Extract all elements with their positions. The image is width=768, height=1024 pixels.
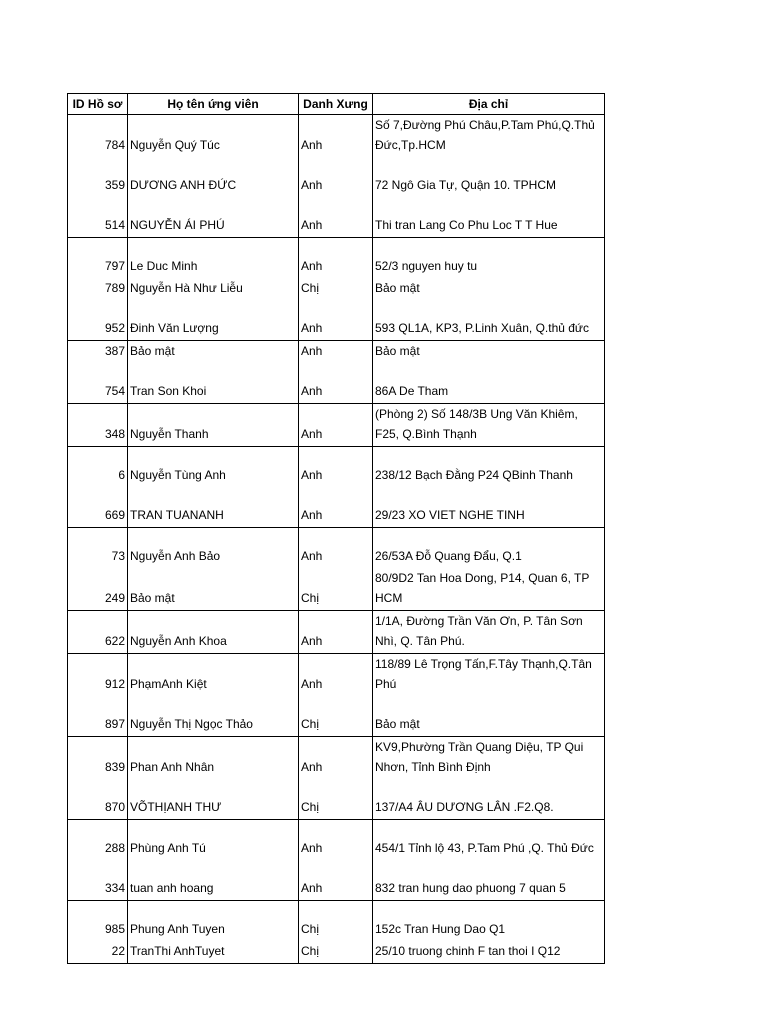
table-row [68, 820, 605, 861]
spreadsheet-page [67, 93, 605, 964]
cell-id: 797 [68, 238, 128, 279]
cell-title: Anh [299, 654, 373, 697]
table-row [68, 860, 605, 901]
cell-title: Chị [299, 779, 373, 820]
cell-name: Bảo mật [128, 568, 299, 611]
table-row [68, 363, 605, 404]
header-name: Họ tên ứng viên [128, 94, 299, 115]
cell-id: 754 [68, 363, 128, 404]
table-row [68, 611, 605, 654]
cell-id: 897 [68, 696, 128, 737]
cell-name: DƯƠNG ANH ĐỨC [128, 157, 299, 197]
cell-address: 52/3 nguyen huy tu [373, 238, 605, 279]
cell-name: Phan Anh Nhân [128, 737, 299, 780]
cell-title: Anh [299, 197, 373, 238]
cell-name: Nguyễn Quý Túc [128, 115, 299, 158]
cell-address: 25/10 truong chinh F tan thoi I Q12 [373, 941, 605, 964]
cell-id: 334 [68, 860, 128, 901]
cell-title: Anh [299, 611, 373, 654]
cell-address: 118/89 Lê Trọng Tấn,F.Tây Thạnh,Q.Tân Phú [373, 654, 605, 697]
cell-address: 137/A4 ÂU DƯƠNG LÂN .F2.Q8. [373, 779, 605, 820]
cell-id: 359 [68, 157, 128, 197]
table-row [68, 568, 605, 611]
cell-address: Thi tran Lang Co Phu Loc T T Hue [373, 197, 605, 238]
cell-name: Le Duc Minh [128, 238, 299, 279]
header-row [68, 94, 605, 115]
table-row [68, 654, 605, 697]
table-row [68, 528, 605, 569]
cell-id: 669 [68, 487, 128, 528]
table-row [68, 197, 605, 238]
cell-title: Anh [299, 737, 373, 780]
cell-name: Nguyễn Anh Khoa [128, 611, 299, 654]
cell-id: 912 [68, 654, 128, 697]
cell-name: VÕTHỊANH THƯ [128, 779, 299, 820]
cell-address: 1/1A, Đường Trần Văn Ơn, P. Tân Sơn Nhì, Q. Tân Phú. [373, 611, 605, 654]
cell-name: TRAN TUANANH [128, 487, 299, 528]
cell-id: 348 [68, 404, 128, 447]
table-row [68, 278, 605, 300]
cell-id: 387 [68, 341, 128, 364]
cell-address: Bảo mật [373, 341, 605, 364]
table-row [68, 238, 605, 279]
cell-name: Bảo mật [128, 341, 299, 364]
cell-id: 985 [68, 901, 128, 942]
cell-address: 86A De Tham [373, 363, 605, 404]
table-row [68, 737, 605, 780]
cell-name: Tran Son Khoi [128, 363, 299, 404]
cell-address: 80/9D2 Tan Hoa Dong, P14, Quan 6, TP HCM [373, 568, 605, 611]
cell-id: 839 [68, 737, 128, 780]
cell-id: 22 [68, 941, 128, 964]
header-id: ID Hồ sơ [68, 94, 128, 115]
cell-id: 288 [68, 820, 128, 861]
cell-name: Phùng Anh Tú [128, 820, 299, 861]
cell-title: Anh [299, 528, 373, 569]
cell-id: 6 [68, 447, 128, 488]
cell-address: 454/1 Tỉnh lộ 43, P.Tam Phú ,Q. Thủ Đức [373, 820, 605, 861]
header-address: Địa chỉ [373, 94, 605, 115]
cell-name: TranThi AnhTuyet [128, 941, 299, 964]
candidate-table [67, 93, 605, 964]
cell-id: 249 [68, 568, 128, 611]
cell-name: Phung Anh Tuyen [128, 901, 299, 942]
cell-title: Chị [299, 278, 373, 300]
cell-name: Nguyễn Thị Ngọc Thảo [128, 696, 299, 737]
table-row [68, 300, 605, 341]
cell-address: 593 QL1A, KP3, P.Linh Xuân, Q.thủ đức [373, 300, 605, 341]
cell-address: 152c Tran Hung Dao Q1 [373, 901, 605, 942]
cell-name: Nguyễn Anh Bảo [128, 528, 299, 569]
cell-address: Bảo mật [373, 696, 605, 737]
cell-name: tuan anh hoang [128, 860, 299, 901]
cell-address: (Phòng 2) Số 148/3B Ung Văn Khiêm, F25, Q.Bình Thạnh [373, 404, 605, 447]
cell-address: Số 7,Đường Phú Châu,P.Tam Phú,Q.Thủ Đức,Tp.HCM [373, 115, 605, 158]
table-row [68, 341, 605, 364]
cell-id: 870 [68, 779, 128, 820]
cell-title: Chị [299, 941, 373, 964]
cell-name: NGUYỄN ÁI PHÚ [128, 197, 299, 238]
table-row [68, 779, 605, 820]
cell-title: Anh [299, 820, 373, 861]
cell-title: Anh [299, 341, 373, 364]
cell-title: Chị [299, 568, 373, 611]
cell-name: Nguyễn Hà Như Liễu [128, 278, 299, 300]
cell-id: 514 [68, 197, 128, 238]
cell-id: 784 [68, 115, 128, 158]
header-title: Danh Xưng [299, 94, 373, 115]
cell-address: 29/23 XO VIET NGHE TINH [373, 487, 605, 528]
cell-title: Anh [299, 487, 373, 528]
cell-name: PhạmAnh Kiệt [128, 654, 299, 697]
cell-address: KV9,Phường Trần Quang Diệu, TP Qui Nhơn, Tỉnh Bình Định [373, 737, 605, 780]
cell-address: Bảo mật [373, 278, 605, 300]
cell-title: Anh [299, 447, 373, 488]
table-row [68, 941, 605, 964]
cell-id: 622 [68, 611, 128, 654]
cell-name: Nguyễn Thanh [128, 404, 299, 447]
table-row [68, 696, 605, 737]
table-row [68, 901, 605, 942]
cell-id: 73 [68, 528, 128, 569]
cell-title: Anh [299, 363, 373, 404]
cell-address: 238/12 Bạch Đằng P24 QBinh Thanh [373, 447, 605, 488]
cell-title: Anh [299, 860, 373, 901]
cell-title: Anh [299, 157, 373, 197]
cell-address: 832 tran hung dao phuong 7 quan 5 [373, 860, 605, 901]
table-row [68, 157, 605, 197]
cell-id: 952 [68, 300, 128, 341]
cell-title: Chị [299, 901, 373, 942]
cell-name: Đinh Văn Lượng [128, 300, 299, 341]
table-row [68, 447, 605, 488]
cell-address: 26/53A Đỗ Quang Đẩu, Q.1 [373, 528, 605, 569]
cell-id: 789 [68, 278, 128, 300]
table-row [68, 487, 605, 528]
cell-address: 72 Ngô Gia Tự, Quận 10. TPHCM [373, 157, 605, 197]
cell-title: Chị [299, 696, 373, 737]
cell-title: Anh [299, 115, 373, 158]
cell-title: Anh [299, 300, 373, 341]
table-row [68, 404, 605, 447]
cell-title: Anh [299, 404, 373, 447]
table-row [68, 115, 605, 158]
cell-title: Anh [299, 238, 373, 279]
cell-name: Nguyễn Tùng Anh [128, 447, 299, 488]
